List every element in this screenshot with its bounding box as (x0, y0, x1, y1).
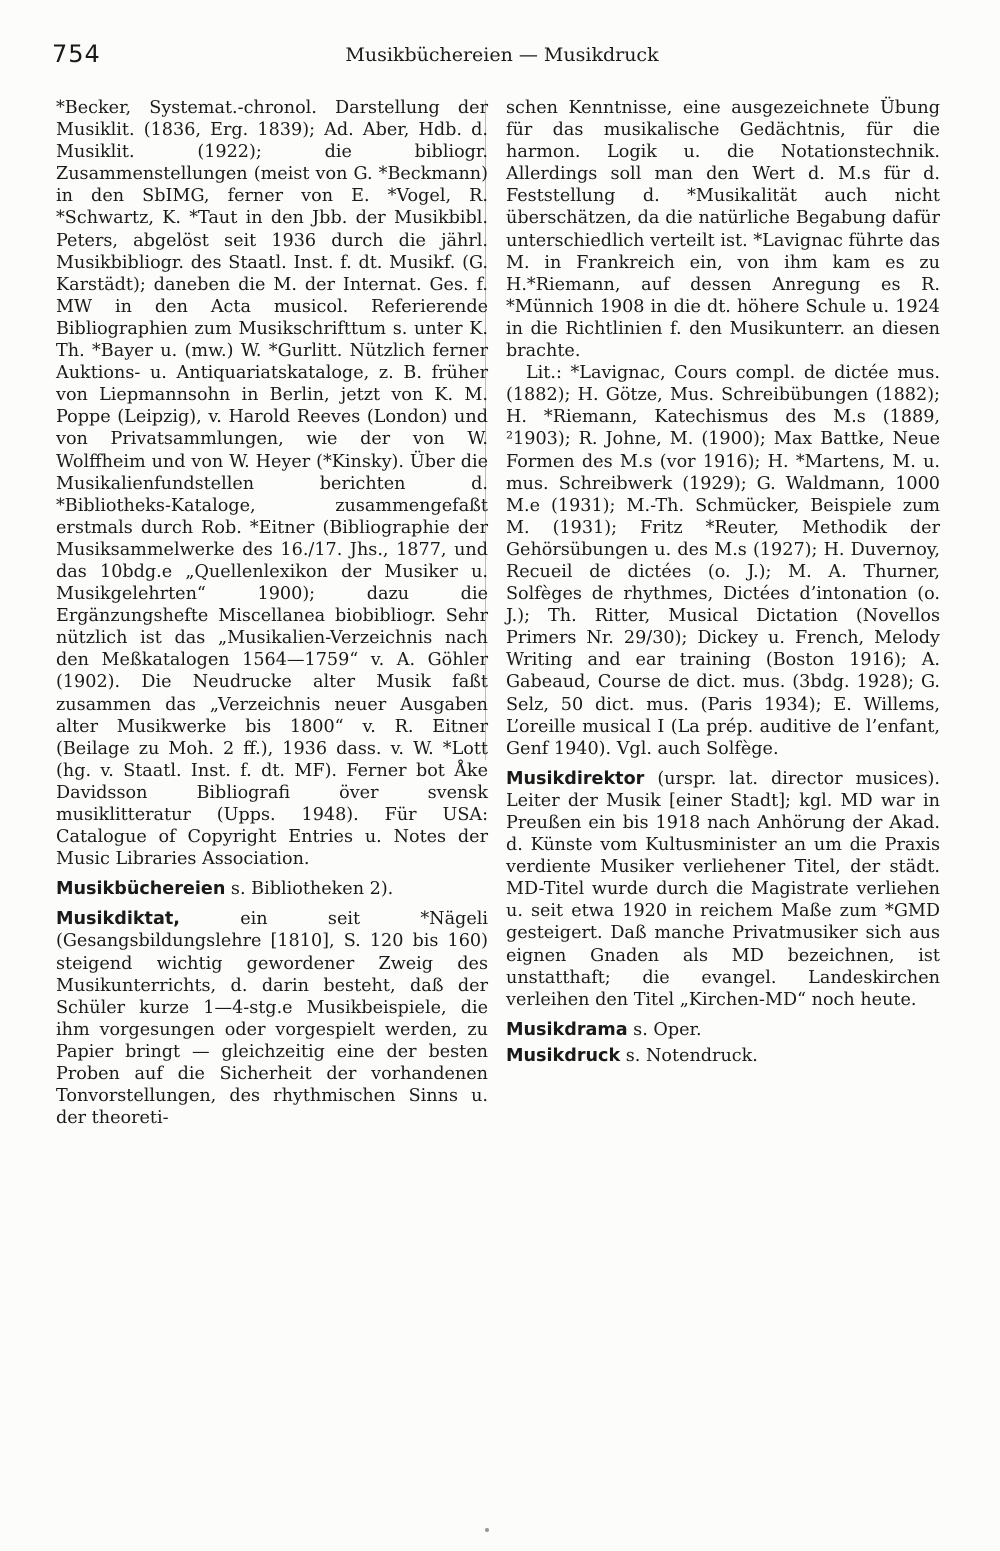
entry-musikdirektor (506, 768, 940, 1011)
page-header (52, 40, 952, 80)
entry-text: s. Bibliotheken 2). (225, 879, 394, 900)
right-column (506, 97, 940, 1067)
scan-speck (485, 1528, 489, 1532)
entry-text: ein seit *Nägeli (Gesangsbildungslehre [1810], S. 120 bis 160) steigend wichtig gewordener Zweig des Musikunterrichts, d. darin besteht, daß der Schüler kurze 1—4-stg.e Musikbeispiele, die ihm vorgesungen oder vorgespielt werden, zu Papier bringt — gleichzeitig eine der besten Proben auf die Sicherheit der vorhandenen Tonvorstellungen, des rhythmischen Sinns u. der theoreti- (56, 909, 488, 1129)
headword: Musikdrama (506, 1019, 628, 1040)
entry-musikdiktat (56, 908, 488, 1129)
page-number: 754 (52, 40, 101, 68)
left-column (56, 97, 488, 1129)
paragraph-bibliography: *Becker, Systemat.-chronol. Darstellung der Musiklit. (1836, Erg. 1839); Ad. Aber, Hdb. d. Musiklit. (1922); die bibliogr. Zusammenstellungen (meist von G. *Beckmann) in den SbIMG, ferner von E. *Vogel, R. *Schwartz, K. *Taut in den Jbb. der Musikbibl. Peters, abgelöst seit 1936 durch die jährl. Musikbibliogr. des Staatl. Inst. f. dt. Musikf. (G. Karstädt); daneben die M. der Internat. Ges. f. MW in den Acta musicol. Referierende Bibliographien zum Musikschrifttum s. unter K. Th. *Bayer u. (mw.) W. *Gurlitt. Nützlich ferner Auktions- u. Antiquariatskataloge, z. B. früher von Liepmannsohn in Berlin, jetzt von K. M. Poppe (Leipzig), v. Harold Reeves (London) und von Privatsammlungen, wie der von W. Wolffheim und von W. Heyer (*Kinsky). Über die Musikalienfundstellen berichten d. *Bibliotheks-Kataloge, zusammengefaßt erstmals durch Rob. *Eitner (Bibliographie der Musiksammelwerke des 16./17. Jhs., 1877, und das 10bdg.e „Quellenlexikon der Musiker u. Musikgelehrten“ 1900); dazu die Ergänzungshefte Miscellanea biobibliogr. Sehr nützlich ist das „Musikalien-Verzeichnis nach den Meßkatalogen 1564—1759“ v. A. Göhler (1902). Die Neudrucke alter Musik faßt zusammen das „Verzeichnis neuer Ausgaben alter Musikwerke bis 1800“ v. R. Eitner (Beilage zu Moh. 2 ff.), 1936 dass. v. W. *Lott (hg. v. Staatl. Inst. f. dt. MF). Ferner bot Åke Davidsson Bibliografi över svensk musiklitteratur (Upps. 1948). Für USA: Catalogue of Copyright Entries u. Notes der Music Libraries Association. (56, 98, 488, 870)
running-head: Musikbüchereien — Musikdruck (345, 44, 659, 66)
paragraph-literature: Lit.: *Lavignac, Cours compl. de dictée mus. (1882); H. Götze, Mus. Schreibübungen (1882); H. *Riemann, Katechismus des M.s (1889, ²1903); R. Johne, M. (1900); Max Battke, Neue Formen des M.s (vor 1916); H. *Martens, M. u. mus. Schreibwerk (1929); G. Waldmann, 1000 M.e (1931); M.-Th. Schmücker, Beispiele zum M. (1931); Fritz *Reuter, Methodik der Gehörsübungen u. des M.s (1927); H. Duvernoy, Recueil de dictées (o. J.); M. A. Thurner, Solfèges de rhythmes, Dictées d’intonation (o. J.); Th. Ritter, Musical Dictation (Novellos Primers Nr. 29/30); Dickey u. French, Melody Writing and ear training (Boston 1916); A. Gabeaud, Course de dict. mus. (3bdg. 1928); G. Selz, 50 dict. mus. (Paris 1934); E. Willems, L’oreille musical I (La prép. auditive de l’enfant, Genf 1940). Vgl. auch Solfège. (506, 363, 940, 759)
headword: Musikbüchereien (56, 879, 226, 900)
entry-musikdrama (506, 1019, 940, 1041)
headword: Musikdirektor (506, 768, 645, 789)
headword: Musikdruck (506, 1045, 621, 1066)
headword: Musikdiktat, (56, 909, 180, 930)
entry-musikdruck (506, 1045, 940, 1067)
paragraph-continuation: schen Kenntnisse, eine ausgezeichnete Übung für das musikalische Gedächtnis, für die harmon. Logik u. die Notationstechnik. Allerdings soll man den Wert d. M.s für d. Feststellung d. *Musikalität auch nicht überschätzen, da die natürliche Begabung dafür unterschiedlich verteilt ist. *Lavignac führte das M. in Frankreich ein, von ihm kam es zu H.*Riemann, auf dessen Anregung es R. *Münnich 1908 in die dt. höhere Schule u. 1924 in die Richtlinien f. den Musikunterr. an diesen brachte. (506, 98, 940, 362)
entry-musikbuechereien (56, 878, 488, 900)
entry-text: s. Oper. (627, 1019, 702, 1040)
entry-text: s. Notendruck. (620, 1045, 758, 1066)
entry-text: (urspr. lat. director musices). Leiter der Musik [einer Stadt]; kgl. MD war in Preußen ein bis 1918 nach Anhörung der Akad. d. Künste vom Kultusminister an um die Praxis verdiente Musiker verliehener Titel, der städt. MD-Titel wurde durch die Magistrate verliehen u. seit etwa 1920 in reichem Maße zum *GMD gesteigert. Daß manche Privatmusiker sich aus eignen Gnaden als MD bezeichnen, ist unstatthaft; die evangel. Landeskirchen verleihen den Titel „Kirchen-MD“ noch heute. (506, 768, 940, 1010)
